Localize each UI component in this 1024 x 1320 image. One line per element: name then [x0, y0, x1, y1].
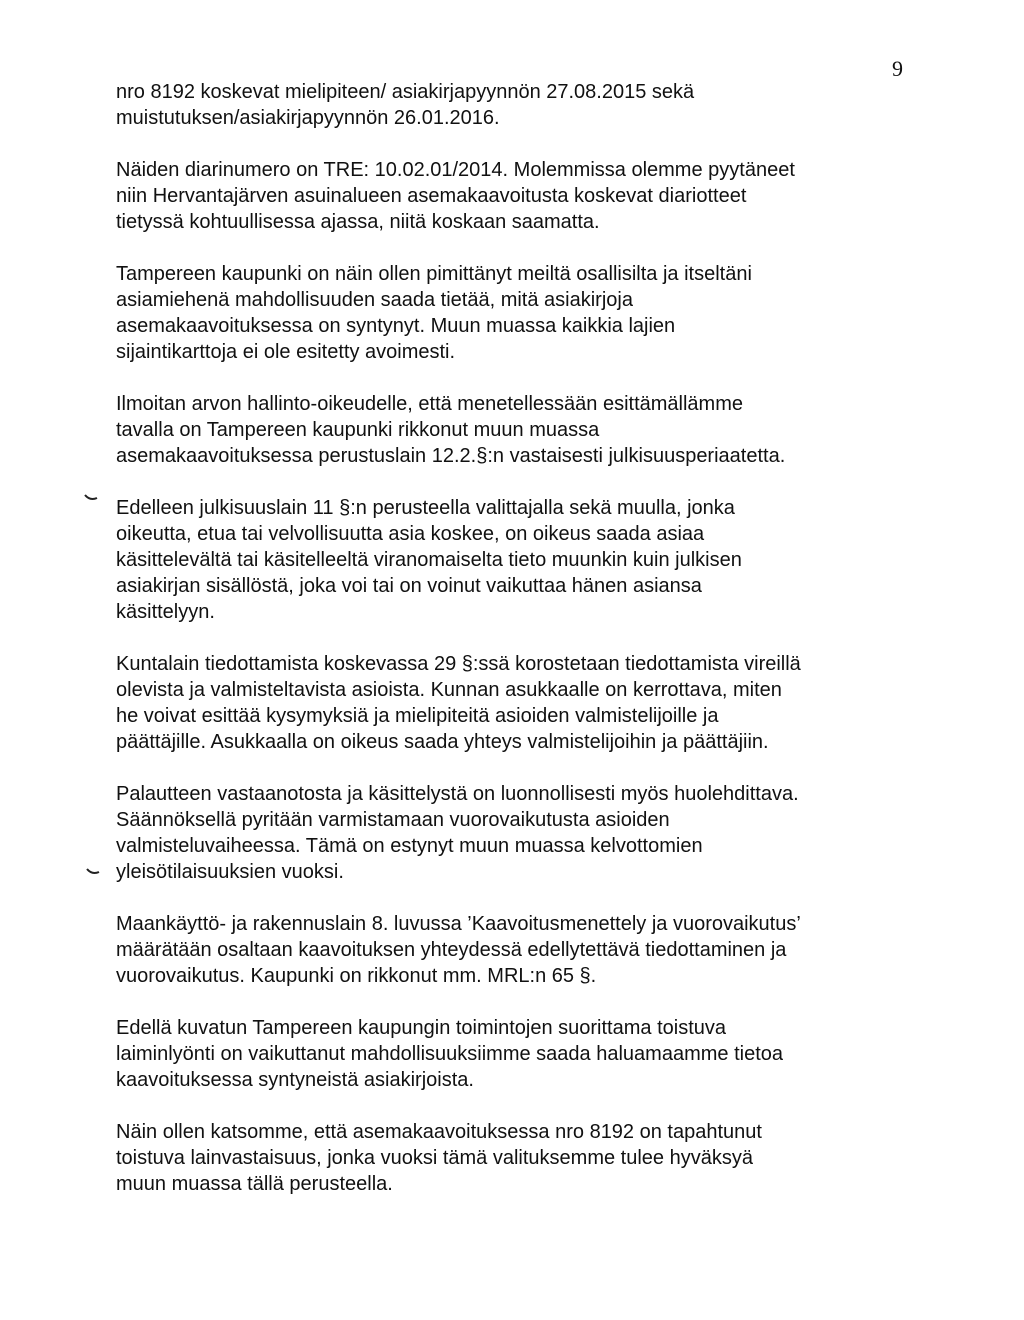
text-line: niin Hervantajärven asuinalueen asemakaavoitusta koskevat diariotteet	[116, 185, 747, 207]
paragraph	[116, 1119, 916, 1197]
paragraph	[116, 157, 916, 235]
text-line: käsittelyyn.	[116, 601, 215, 623]
text-line: Edellä kuvatun Tampereen kaupungin toimintojen suorittama toistuva	[116, 1017, 726, 1039]
paragraph	[116, 1015, 916, 1093]
margin-tick-mark	[86, 868, 100, 876]
text-line: Tampereen kaupunki on näin ollen pimittänyt meiltä osallisilta ja itseltäni	[116, 263, 752, 285]
text-line: valmisteluvaiheessa. Tämä on estynyt muun muassa kelvottomien	[116, 835, 703, 857]
text-line: päättäjille. Asukkaalla on oikeus saada yhteys valmistelijoihin ja päättäjiin.	[116, 731, 769, 753]
letter-body	[116, 79, 916, 1223]
text-line: Maankäyttö- ja rakennuslain 8. luvussa ’Kaavoitusmenettely ja vuorovaikutus’	[116, 913, 801, 935]
paragraph	[116, 391, 916, 469]
text-line: Ilmoitan arvon hallinto-oikeudelle, että menetellessään esittämällämme	[116, 393, 743, 415]
text-line: muistutuksen/asiakirjapyynnön 26.01.2016.	[116, 107, 500, 129]
text-line: laiminlyönti on vaikuttanut mahdollisuuksiimme saada haluamaamme tietoa	[116, 1043, 784, 1065]
margin-tick-mark	[84, 494, 98, 502]
text-line: oikeutta, etua tai velvollisuutta asia koskee, on oikeus saada asiaa	[116, 523, 705, 545]
text-line: Näiden diarinumero on TRE: 10.02.01/2014. Molemmissa olemme pyytäneet	[116, 159, 795, 181]
paragraph	[116, 651, 916, 755]
text-line: olevista ja valmisteltavista asioista. Kunnan asukkaalle on kerrottava, miten	[116, 679, 782, 701]
paragraph	[116, 79, 916, 131]
text-line: Säännöksellä pyritään varmistamaan vuorovaikutusta asioiden	[116, 809, 670, 831]
text-line: sijaintikarttoja ei ole esitetty avoimesti.	[116, 341, 456, 363]
text-line: he voivat esittää kysymyksiä ja mielipiteitä asioiden valmistelijoille ja	[116, 705, 719, 727]
paragraph	[116, 495, 916, 625]
text-line: tavalla on Tampereen kaupunki rikkonut muun muassa	[116, 419, 600, 441]
text-line: Edelleen julkisuuslain 11 §:n perusteella valittajalla sekä muulla, jonka	[116, 497, 735, 519]
paragraph	[116, 911, 916, 989]
text-line: asiamiehenä mahdollisuuden saada tietää, mitä asiakirjoja	[116, 289, 633, 311]
text-line: muun muassa tällä perusteella.	[116, 1173, 393, 1195]
paragraph	[116, 261, 916, 365]
text-line: Kuntalain tiedottamista koskevassa 29 §:ssä korostetaan tiedottamista vireillä	[116, 653, 801, 675]
text-line: Näin ollen katsomme, että asemakaavoituksessa nro 8192 on tapahtunut	[116, 1121, 762, 1143]
text-line: asemakaavoituksessa on syntynyt. Muun muassa kaikkia lajien	[116, 315, 676, 337]
text-line: tietyssä kohtuullisessa ajassa, niitä koskaan saamatta.	[116, 211, 600, 233]
text-line: nro 8192 koskevat mielipiteen/ asiakirjapyynnön 27.08.2015 sekä	[116, 81, 695, 103]
text-line: kaavoituksessa syntyneistä asiakirjoista.	[116, 1069, 474, 1091]
paragraph	[116, 781, 916, 885]
text-line: asemakaavoituksessa perustuslain 12.2.§:n vastaisesti julkisuusperiaatetta.	[116, 445, 786, 467]
text-line: määrätään osaltaan kaavoituksen yhteydessä edellytettävä tiedottaminen ja	[116, 939, 787, 961]
text-line: käsittelevältä tai käsitelleeltä viranomaiselta tieto muunkin kuin julkisen	[116, 549, 742, 571]
text-line: asiakirjan sisällöstä, joka voi tai on voinut vaikuttaa hänen asiansa	[116, 575, 702, 597]
text-line: toistuva lainvastaisuus, jonka vuoksi tämä valituksemme tulee hyväksyä	[116, 1147, 753, 1169]
text-line: yleisötilaisuuksien vuoksi.	[116, 861, 344, 883]
text-line: vuorovaikutus. Kaupunki on rikkonut mm. MRL:n 65 §.	[116, 965, 597, 987]
text-line: Palautteen vastaanotosta ja käsittelystä on luonnollisesti myös huolehdittava.	[116, 783, 799, 805]
page-number: 9	[892, 56, 903, 81]
